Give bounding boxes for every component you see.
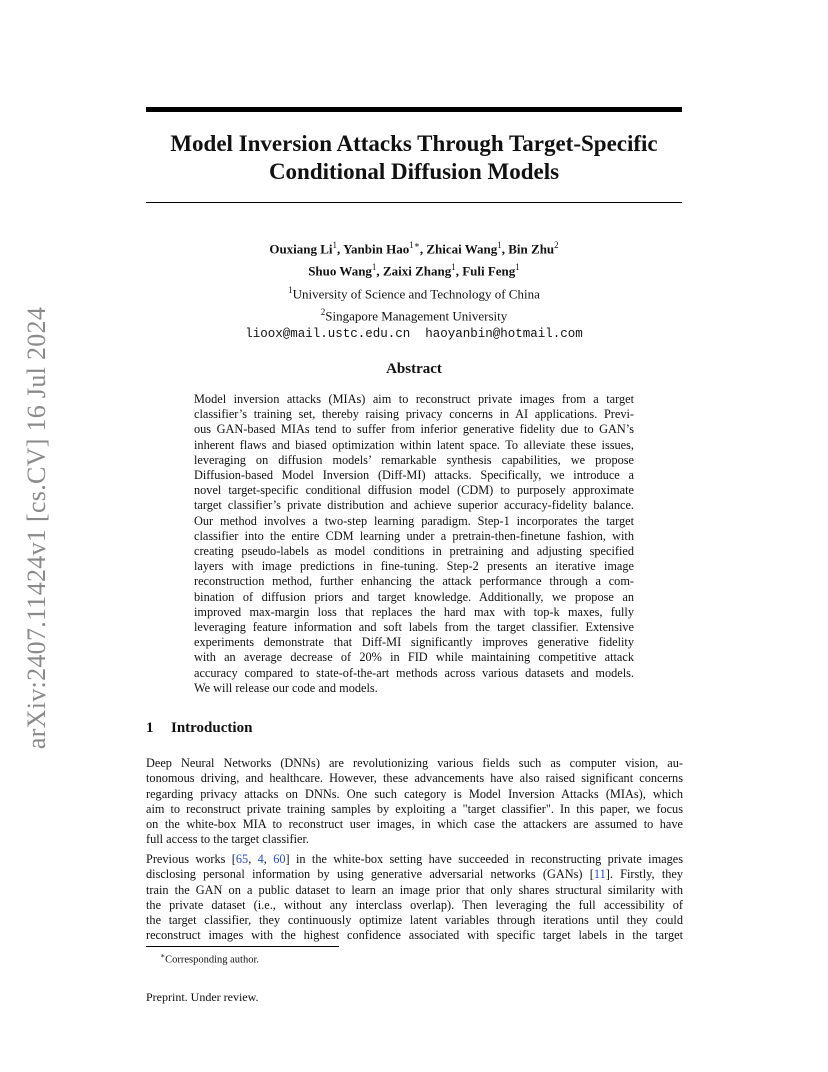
body-line: the target classifier, they continuously optimize latent variables through iterations until they could — [146, 913, 683, 928]
abstract-line: leveraging feature information and soft labels from the target classifier. Extensive — [194, 620, 634, 635]
body-line: on the white-box MIA to reconstruct user images, in which case the attackers are assumed to have — [146, 817, 683, 832]
body-line: tonomous driving, and healthcare. However, these advancements have also raised significant concerns — [146, 771, 683, 786]
paper-title — [146, 130, 682, 186]
footnote — [160, 951, 259, 966]
footnote-text: Corresponding author. — [165, 954, 260, 966]
intro-paragraph-2 — [146, 852, 683, 944]
citation-link[interactable]: 65 — [235, 852, 249, 866]
body-line: disclosing personal information by using generative adversarial networks (GANs) [11]. Firstly, they — [146, 867, 683, 882]
body-line: full access to the target classifier. — [146, 832, 309, 847]
abstract-line: classifier’s training set, thereby raising privacy concerns in AI applications. Previ- — [194, 407, 634, 422]
body-line: reconstruct images with the highest confidence associated with specific target labels in the target — [146, 928, 683, 943]
intro-paragraph-1 — [146, 756, 683, 848]
title-top-rule — [146, 107, 682, 112]
author-affil-mark: 1 — [497, 240, 502, 250]
author-line-2: Shuo Wang$^1$, Zaixi Zhang$^1$, Fuli Feng$^1$ — [308, 262, 520, 279]
citation-link[interactable]: 4 — [257, 852, 264, 866]
author-affil-mark: 1∗ — [409, 240, 420, 250]
abstract-line: Diffusion-based Model Inversion (Diff-MI) attacks. Specifically, we introduce a — [194, 468, 634, 483]
abstract-line: bination of diffusion priors and target knowledge. Additionally, we propose an — [194, 589, 634, 604]
author-affil-mark: 1 — [332, 240, 338, 250]
author-name: Zhicai Wang — [426, 241, 498, 257]
footnote-mark: ∗ — [160, 951, 166, 960]
affiliation-1: $^1$University of Science and Technology of China — [288, 284, 540, 301]
body-line: aim to reconstruct private training samples by exploiting a "target classifier". In this paper, we focus — [146, 801, 683, 816]
abstract-line: inherent flaws and biased optimization within latent space. To alleviate these issues, — [194, 437, 634, 452]
abstract-line: Model inversion attacks (MIAs) aim to reconstruct private images from a target — [194, 392, 634, 406]
author-affil-mark: 2 — [554, 240, 559, 250]
body-line: Deep Neural Networks (DNNs) are revolutionizing various fields such as computer vision, au- — [146, 756, 683, 770]
abstract-line: with an average decrease of 20% in FID while maintaining competitive attack — [194, 650, 634, 665]
title-line-2: Conditional Diffusion Models — [268, 159, 560, 184]
footnote-rule — [146, 946, 339, 947]
author-name: Ouxiang Li — [269, 241, 333, 257]
abstract-line: target classifier’s private distribution and achieve superior accuracy-fidelity balance. — [194, 498, 634, 513]
abstract-line: leveraging on diffusion models’ remarkable synthesis capabilities, we propose — [194, 452, 634, 467]
body-line: train the GAN on a public dataset to learn an image prior that only shares structural similarity with — [146, 882, 683, 897]
abstract-heading: Abstract — [386, 361, 442, 377]
author-name: Yanbin Hao — [343, 241, 410, 257]
title-bottom-rule — [146, 202, 682, 203]
email-address: lioox@mail.ustc.edu.cn — [245, 327, 411, 342]
abstract-line: classifier into the entire CDM learning under a pretrain-then-finetune fashion, with — [194, 528, 634, 543]
citation-link[interactable]: 11 — [593, 867, 606, 882]
section-heading-introduction — [146, 720, 252, 737]
abstract-line: We will release our code and models. — [194, 680, 378, 695]
author-block — [146, 236, 682, 344]
preprint-notice: Preprint. Under review. — [146, 990, 259, 1004]
abstract-line: reconstruction method, further enhancing the attack performance through a com- — [194, 574, 634, 589]
abstract-line: Our method involves a two-step learning paradigm. Step-1 incorporates the target — [194, 513, 634, 528]
title-line-1: Model Inversion Attacks Through Target-Specific — [170, 131, 658, 156]
arxiv-identifier: arXiv:2407.11424v1 [cs.CV] 16 Jul 2024 — [22, 306, 51, 750]
abstract-line: improved max-margin loss that replaces the hard max with top-k maxes, fully — [194, 604, 634, 619]
author-emails — [146, 325, 682, 344]
author-affil-mark: 1 — [515, 262, 520, 273]
affiliation-2: $^2$Singapore Management University — [320, 306, 508, 324]
abstract-text — [194, 392, 634, 696]
section-number: 1 — [146, 720, 154, 736]
author-name: Bin Zhu — [508, 241, 555, 257]
section-title: Introduction — [171, 720, 253, 736]
arxiv-sidebar — [0, 0, 70, 1072]
abstract-line: experiments demonstrate that Diff-MI significantly improves generative fidelity — [194, 635, 634, 650]
author-name: Zaixi Zhang — [382, 263, 452, 279]
author-name: Fuli Feng — [462, 263, 516, 279]
abstract-line: creating pseudo-labels as model conditions in pretraining and adjusting specified — [194, 544, 634, 559]
abstract-line: ous GAN-based MIAs tend to suffer from inferior generative fidelity due to GAN’s — [194, 422, 634, 437]
author-line-1: Ouxiang Li$^1$, Yanbin Hao$^{1∗}$, Zhicai Wang$^1$, Bin Zhu$^2$ — [269, 240, 559, 257]
body-line: Previous works [65, 4, 60] in the white-box setting have succeeded in reconstructing private images — [146, 852, 684, 866]
author-affil-mark: 1 — [371, 262, 377, 273]
author-name: Shuo Wang — [308, 263, 372, 279]
abstract-line: layers with image predictions in fine-tuning. Step-2 presents an iterative image — [194, 559, 634, 574]
body-line: the private dataset (i.e., without any interclass overlap). Then leveraging the full accessibility of — [146, 897, 683, 912]
abstract-line: accuracy compared to state-of-the-art methods across various datasets and models. — [194, 665, 634, 680]
email-address: haoyanbin@hotmail.com — [425, 327, 583, 342]
body-line: regarding privacy attacks on DNNs. One such category is Model Inversion Attacks (MIAs), which — [146, 786, 683, 801]
citation-link[interactable]: 60 — [273, 852, 286, 866]
author-affil-mark: 1 — [451, 262, 456, 273]
abstract-line: novel target-specific conditional diffusion model (CDM) to purposely approximate — [194, 483, 634, 498]
